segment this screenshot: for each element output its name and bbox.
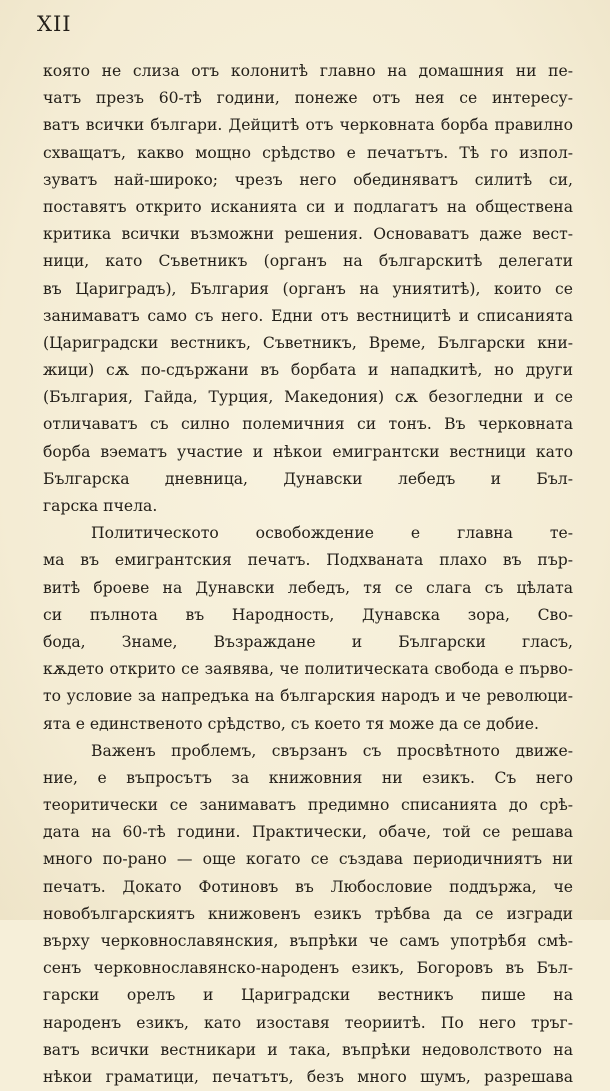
text-line: сенъ черковнославянско-народенъ езикъ, Богоровъ въ Бъл- [43,959,573,978]
text-line: теоритически се занимаватъ предимно списанията до срѣ- [43,796,573,815]
paragraph-start-line: Политическото освобождение е главна те- [91,524,573,543]
text-line: народенъ езикъ, като изоставя теориитѣ. По него тръг- [43,1013,573,1032]
text-line: дата на 60-тѣ години. Практически, обаче, той се решава [43,823,573,842]
text-line: борба вэематъ участие и нѣкои емигрантски вестници като [43,442,573,461]
text-line: занимаватъ само съ него. Едни отъ вестницитѣ и списанията [43,306,573,325]
text-line: ма въ емигрантския печатъ. Подхваната плахо въ пър- [43,551,573,570]
text-line: то условие за напредъка на българския народъ и че революци- [43,687,573,706]
text-line: отличаватъ съ силно полемичния си тонъ. Въ черковната [43,415,573,434]
page-number: XII [37,12,72,36]
text-line: гарски орелъ и Цариградски вестникъ пише на [43,986,573,1005]
text-line: въ Цариградъ), България (органъ на униятитѣ), които се [43,279,573,298]
text-line: новобългарскиятъ книжовенъ езикъ трѣбва да се изгради [43,904,573,923]
text-line: ние, е въпросътъ за книжовния ни езикъ. Съ него [43,768,573,787]
text-line: бода, Знаме, Възраждане и Български гласъ, [43,632,573,651]
text-line: критика всички възможни решения. Основаватъ даже вест- [43,225,573,244]
text-line: много по-рано — още когато се създава периодичниятъ ни [43,850,573,869]
text-line: ватъ всички българи. Дейцитѣ отъ черковната борба правилно [43,116,573,135]
text-line: схващатъ, какво мощно срѣдство е печатътъ. Тѣ го изпол- [43,143,573,162]
text-line: нѣкои граматици, печатътъ, безъ много шумъ, разрешава [43,1067,573,1086]
text-line: печатъ. Докато Фотиновъ въ Любословие поддържа, че [43,877,573,896]
text-line: чатъ презъ 60-тѣ години, понеже отъ нея се интересу- [43,89,573,108]
text-line: поставятъ открито исканията си и подлагатъ на обществена [43,197,573,216]
text-line: върху черковнославянския, въпрѣки че самъ употрѣбя смѣ- [43,932,573,950]
text-line: кѫдето открито се заявява, че политическата свобода е първо- [43,660,573,679]
text-line: витѣ броеве на Дунавски лебедъ, тя се слага съ цѣлата [43,578,573,597]
text-line: (Цариградски вестникъ, Съветникъ, Време, Български кни- [43,333,573,352]
paragraph-end-line: гарска пчела. [43,497,158,515]
paragraph-start-line: Важенъ проблемъ, свързанъ съ просвѣтното движе- [91,741,573,760]
text-line: ватъ всички вестникари и така, въпрѣки недоволството на [43,1040,573,1059]
paragraph-end-line: ята е единственото срѣдство, съ което тя може да се добие. [43,714,539,733]
text-line: ници, като Съветникъ (органъ на българскитѣ делегати [43,252,573,271]
text-line: жици) сѫ по-сдържани въ борбата и нападкитѣ, но други [43,361,573,380]
text-line: (България, Гайда, Турция, Македония) сѫ безогледни и се [43,388,573,407]
text-line: зуватъ най-широко; чрезъ него обединяватъ силитѣ си, [43,170,573,189]
text-line: си пълнота въ Народность, Дунавска зора, Сво- [43,605,573,624]
body-text [43,58,573,1091]
text-line: Българска дневница, Дунавски лебедъ и Бъл- [43,469,573,488]
text-line: която не слиза отъ колонитѣ главно на домашния ни пе- [43,62,573,80]
